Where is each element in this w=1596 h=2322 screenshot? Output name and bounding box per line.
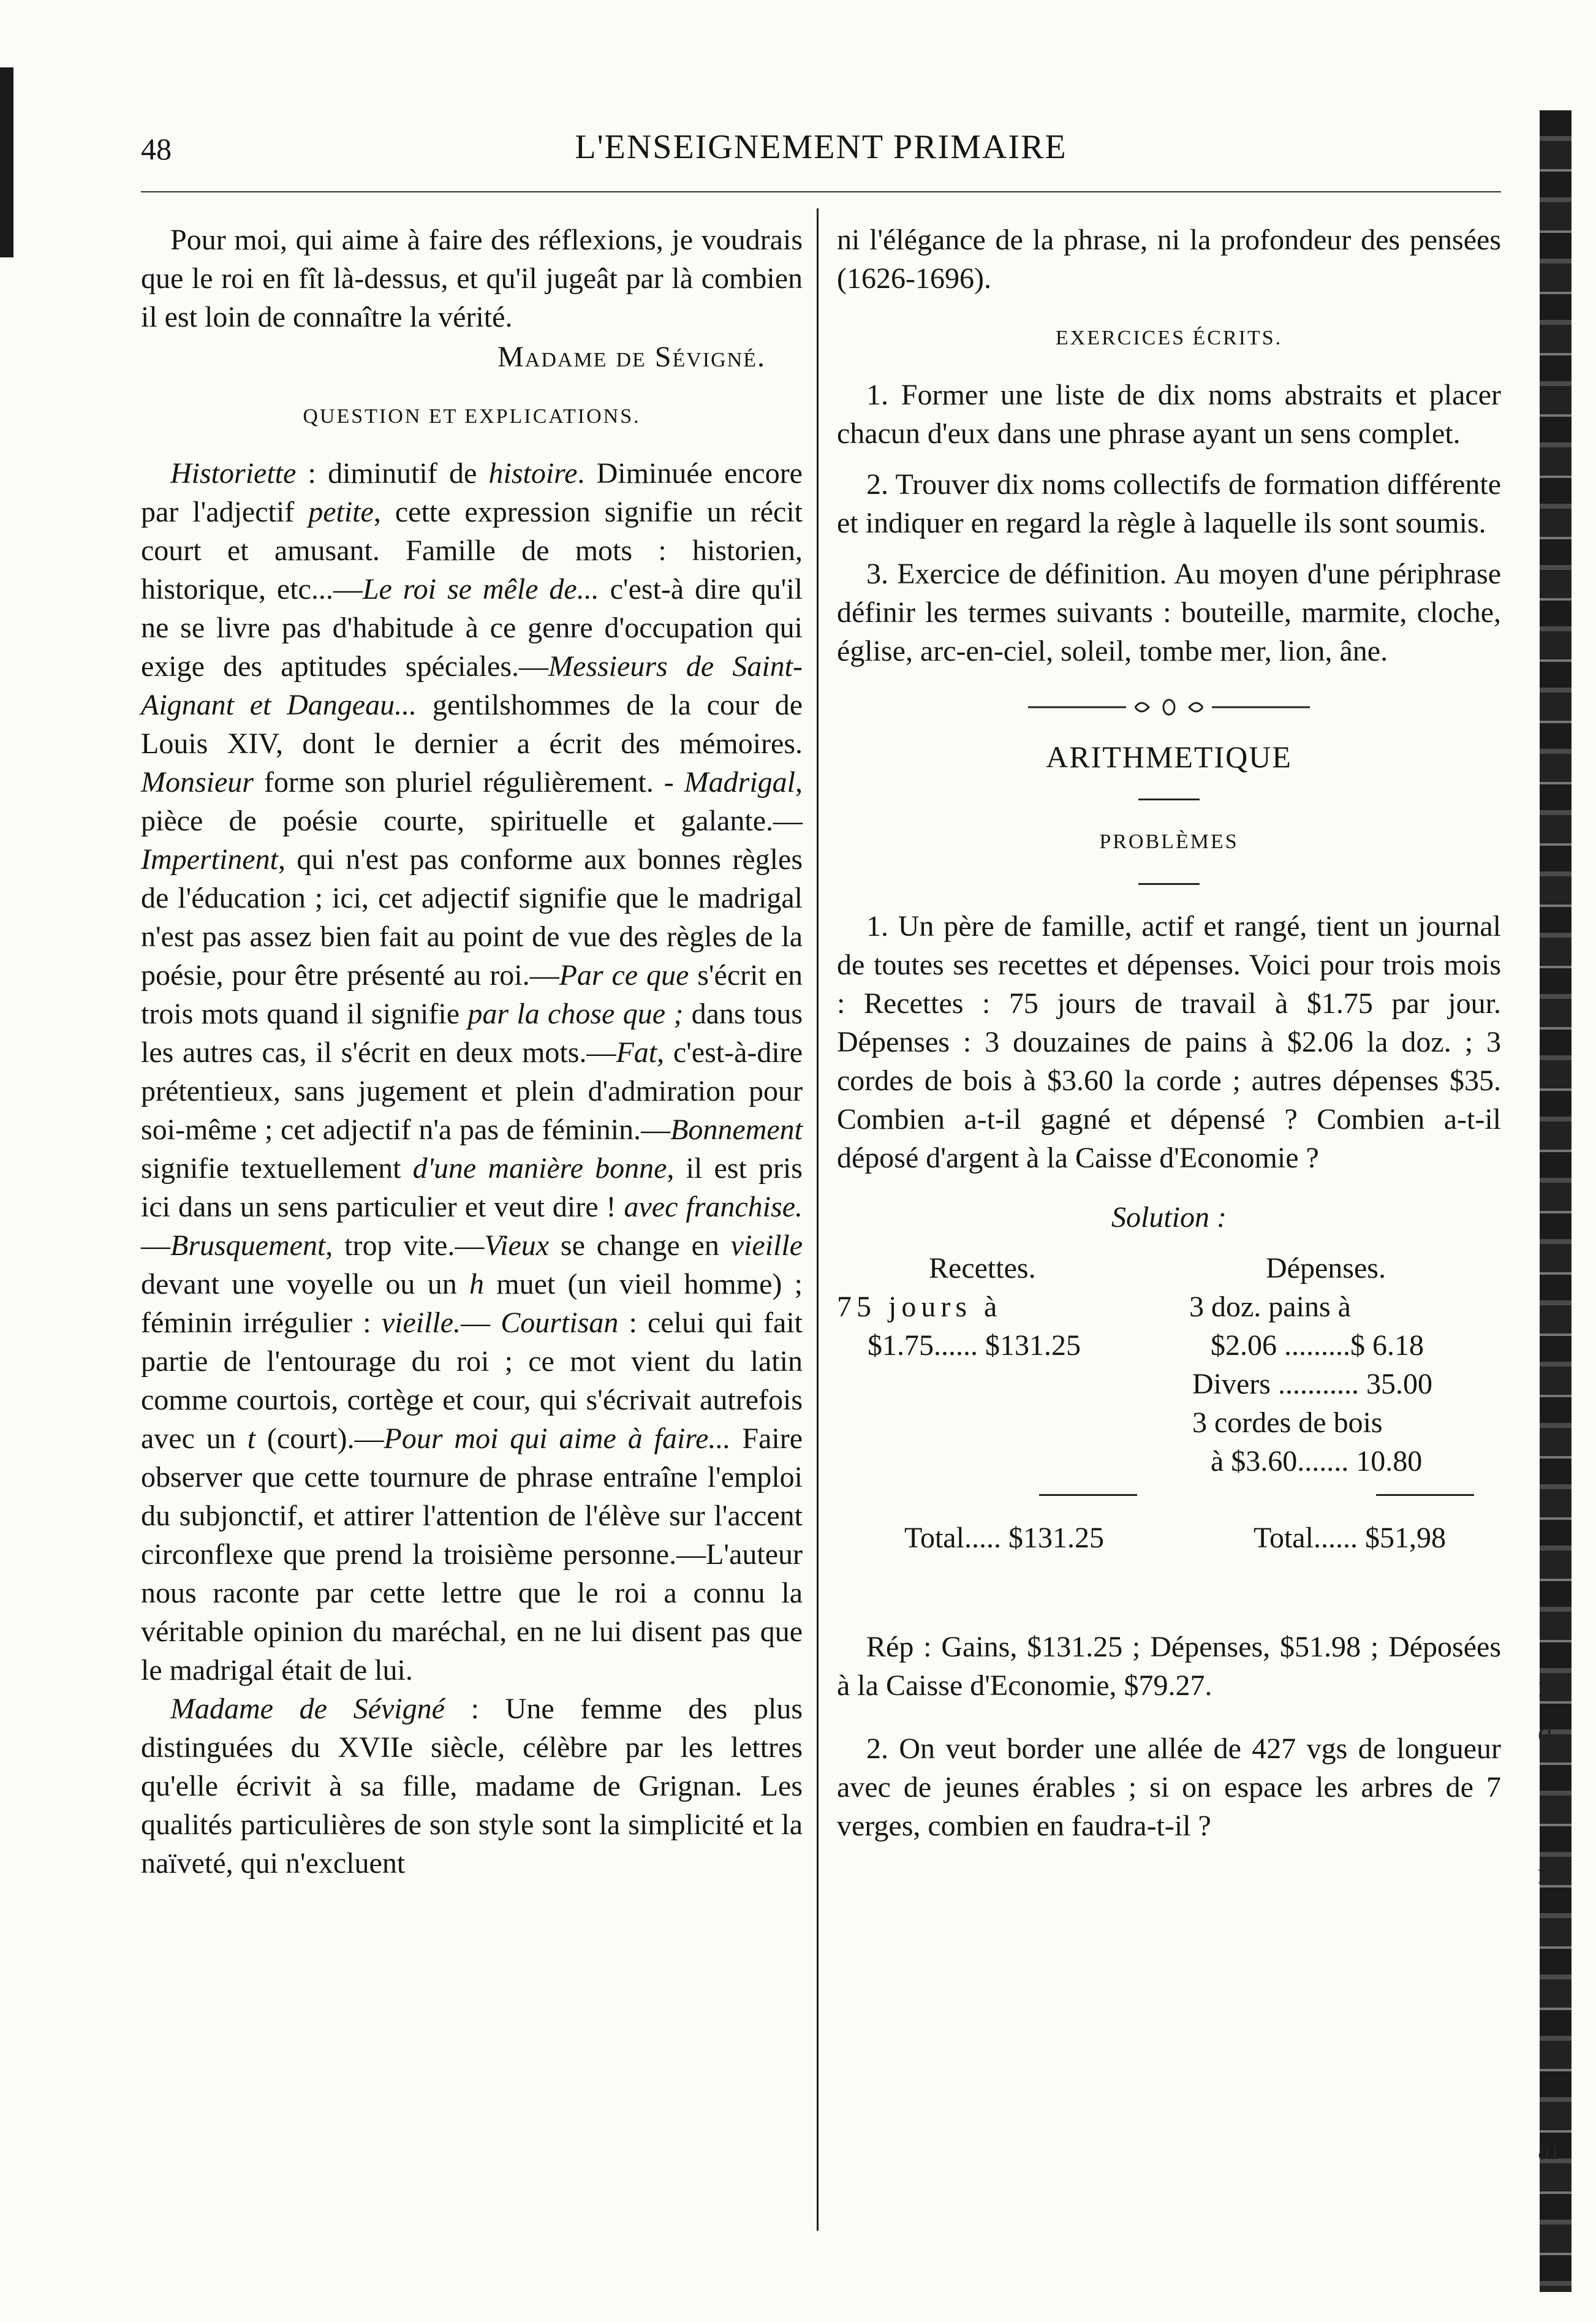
- emphasized-term: Historiette: [170, 457, 297, 490]
- text-run: , c'est-à-dire prétentieux, sans jugement et plein d'admiration pour soi-même ; cet adjectif n'a pas de féminin.—: [141, 1036, 803, 1146]
- scan-edge-right: [1540, 110, 1571, 2292]
- text-run: : diminutif de: [296, 457, 489, 490]
- emphasized-term: histoire: [488, 457, 578, 490]
- text-run: , trop vite.—: [325, 1229, 485, 1262]
- depenses-line: 3 cordes de bois: [1192, 1406, 1383, 1439]
- exercise-item: 1. Former une liste de dix noms abstraits et placer chacun d'eux dans une phrase ayant un sens complet.: [837, 379, 1501, 450]
- problems-heading: PROBLÈMES: [1099, 830, 1239, 853]
- text-run: dans tous les autres cas, il s'écrit en deux mots.—: [141, 998, 803, 1069]
- emphasized-term: Par ce que: [559, 959, 689, 992]
- title-rule: [1138, 883, 1200, 885]
- text-run: Faire observer que cette tournure de phrase entraîne l'emploi du subjonctif, et attirer l'attention de l'élève sur l'accent circonflexe que prend la troisième personne.—L'auteur nous raconte par cette lettre que le roi a connu la véritable opinion du maréchal, en ne lui disent pas que le madrigal était de lui.: [141, 1422, 803, 1686]
- emphasized-term: Courtisan: [501, 1307, 619, 1339]
- text-run: , qui n'est pas conforme aux bonnes règles de l'éducation ; ici, cet adjectif signifie que le madrigal n'est pas assez bien fait au point de vue des règles de la poésie, pour être présenté au roi.—: [141, 843, 803, 992]
- running-title: L'ENSEIGNEMENT PRIMAIRE: [575, 128, 1067, 166]
- depenses-line: 3 doz. pains à: [1189, 1291, 1351, 1323]
- explanations-paragraph: [141, 454, 803, 1690]
- text-run: s'écrit en trois mots quand il signifie: [141, 959, 803, 1030]
- text-run: devant une voyelle ou un: [141, 1268, 469, 1300]
- recettes-heading: Recettes.: [929, 1252, 1036, 1284]
- sum-rule: [1039, 1494, 1137, 1496]
- emphasized-term: d'une manière bonne: [412, 1152, 667, 1185]
- exercises-heading: EXERCICES ÉCRITS.: [1055, 327, 1283, 349]
- signature: Madame de Sévigné.: [497, 341, 766, 373]
- depenses-heading: Dépenses.: [1266, 1252, 1386, 1284]
- margin-fragment: q: [1538, 1717, 1553, 1749]
- column-divider: [817, 208, 819, 2231]
- emphasized-term: Madame de Sévigné: [170, 1693, 445, 1725]
- header-rule: [141, 191, 1501, 192]
- emphasized-term: Fat: [616, 1036, 657, 1069]
- margin-fragment: rí: [1538, 1857, 1556, 1890]
- continuation-text: ni l'élégance de la phrase, ni la profondeur des pensées (1626-1696).: [837, 224, 1501, 295]
- depenses-line: à $3.60....... 10.80: [1211, 1445, 1423, 1478]
- running-head: [141, 123, 1501, 178]
- emphasized-term: Monsieur: [141, 766, 254, 799]
- emphasized-term: vieille.: [381, 1307, 461, 1339]
- emphasized-term: t: [247, 1422, 256, 1455]
- emphasized-term: avec franchise.: [624, 1191, 803, 1223]
- sum-rule: [1376, 1494, 1474, 1496]
- text-run: —: [461, 1307, 501, 1339]
- section-heading: QUESTION ET EXPLICATIONS.: [303, 405, 641, 428]
- emphasized-term: Messieurs de Saint-Aignant et Dangeau...: [141, 650, 803, 721]
- problem-2: 2. On veut border une allée de 427 vgs de longueur avec de jeunes érables ; si on espace les arbres de 7 verges, combien en faudra-t-il ?: [837, 1732, 1501, 1842]
- depenses-line: $2.06 .........$ 6.18: [1211, 1329, 1424, 1362]
- emphasized-term: Madrigal: [684, 766, 795, 799]
- left-column: [141, 221, 803, 1883]
- text-run: , pièce de poésie courte, spirituelle et galante.—: [141, 766, 803, 837]
- author-paragraph: [141, 1690, 803, 1883]
- text-run: —: [141, 1229, 170, 1262]
- exercise-item: 3. Exercice de définition. Au moyen d'une périphrase définir les termes suivants : bouteille, marmite, cloche, église, arc-en-ciel, soleil, tombe mer, lion, âne.: [837, 558, 1501, 667]
- right-column: [837, 221, 1501, 1845]
- recettes-line: $1.75...... $131.25: [868, 1329, 1081, 1362]
- scan-edge-left: [0, 67, 13, 257]
- problem-1: 1. Un père de famille, actif et rangé, tient un journal de toutes ses recettes et dépenses. Voici pour trois mois : Recettes : 75 jours de travail à $1.75 par jour. Dépenses : 3 douzaines de pains à $2.06 la doz. ; 3 cordes de bois à $3.60 la corde ; autres dépenses $35. Combien a-t-il gagné et dépensé ? Combien a-t-il déposé d'argent à la Caisse d'Economie ?: [837, 910, 1501, 1174]
- text-run: : celui qui fait partie de l'entourage du roi ; ce mot vient du latin comme courtois, cortège et cour, qui s'écrivait autrefois avec un: [141, 1307, 803, 1455]
- emphasized-term: Pour moi qui aime à faire...: [384, 1422, 731, 1455]
- page: [141, 123, 1501, 2237]
- title-rule: [1138, 799, 1200, 800]
- emphasized-term: Impertinent: [141, 843, 278, 876]
- arithmetic-title: ARITHMETIQUE: [1046, 740, 1292, 774]
- text-run: forme son pluriel régulièrement. -: [253, 766, 684, 799]
- total-recettes: Total..... $131.25: [904, 1522, 1104, 1554]
- text-run: muet (un vieil homme) ; féminin irrégulier :: [141, 1268, 803, 1339]
- emphasized-term: Vieux: [484, 1229, 550, 1262]
- total-depenses: Total...... $51,98: [1254, 1522, 1446, 1554]
- text-run: : Une femme des plus distinguées du XVIIe siècle, célèbre par les lettres qu'elle écrivit à sa fille, madame de Grignan. Les qualités particulières de son style sont la simplicité et la naïveté, qui n'excluent: [141, 1693, 803, 1880]
- emphasized-term: Brusquement: [170, 1229, 326, 1262]
- depenses-line: Divers ........... 35.00: [1192, 1368, 1432, 1400]
- text-run: , il est pris ici dans un sens particulier et veut dire !: [141, 1152, 803, 1223]
- emphasized-term: petite: [308, 496, 374, 528]
- emphasized-term: Le roi se mêle de...: [362, 573, 599, 605]
- exercise-item: 2. Trouver dix noms collectifs de formation différente et indiquer en regard la règle à laquelle ils sont soumis.: [837, 468, 1501, 539]
- text-run: c'est-à dire qu'il ne se livre pas d'habitude à ce genre d'occupation qui exige des aptitudes spéciales.—: [141, 573, 803, 683]
- emphasized-term: vieille: [730, 1229, 803, 1262]
- ornament-divider: [1028, 695, 1310, 719]
- page-number: 48: [141, 132, 172, 166]
- text-run: signifie textuellement: [141, 1152, 413, 1185]
- margin-fragment: aı: [1538, 2133, 1559, 2166]
- text-run: se change en: [549, 1229, 731, 1262]
- text-run: gentilshommes de la cour de Louis XIV, dont le dernier a écrit des mémoires.: [141, 689, 803, 760]
- solution-label: Solution :: [1111, 1201, 1227, 1234]
- solution-table: [837, 1249, 1501, 1617]
- quote-opening: Pour moi, qui aime à faire des réflexions, je voudrais que le roi en fît là-dessus, et qu'il jugeât par là combien il est loin de connaître la vérité.: [141, 224, 803, 333]
- margin-fragment: ɪ: [1538, 1671, 1546, 1703]
- text-run: (court).—: [255, 1422, 384, 1455]
- emphasized-term: h: [469, 1268, 484, 1300]
- text-run: . Diminuée encore par l'adjectif: [141, 457, 803, 528]
- emphasized-term: par la chose que ;: [467, 998, 684, 1030]
- text-run: , cette expression signifie un récit court et amusant. Famille de mots : historien, historique, etc...—: [141, 496, 803, 605]
- emphasized-term: Bonnement: [670, 1114, 803, 1146]
- answer: Rép : Gains, $131.25 ; Dépenses, $51.98 ; Déposées à la Caisse d'Economie, $79.27.: [837, 1631, 1501, 1702]
- spacer: [837, 1705, 1501, 1729]
- recettes-line: 75 jours à: [837, 1291, 1002, 1323]
